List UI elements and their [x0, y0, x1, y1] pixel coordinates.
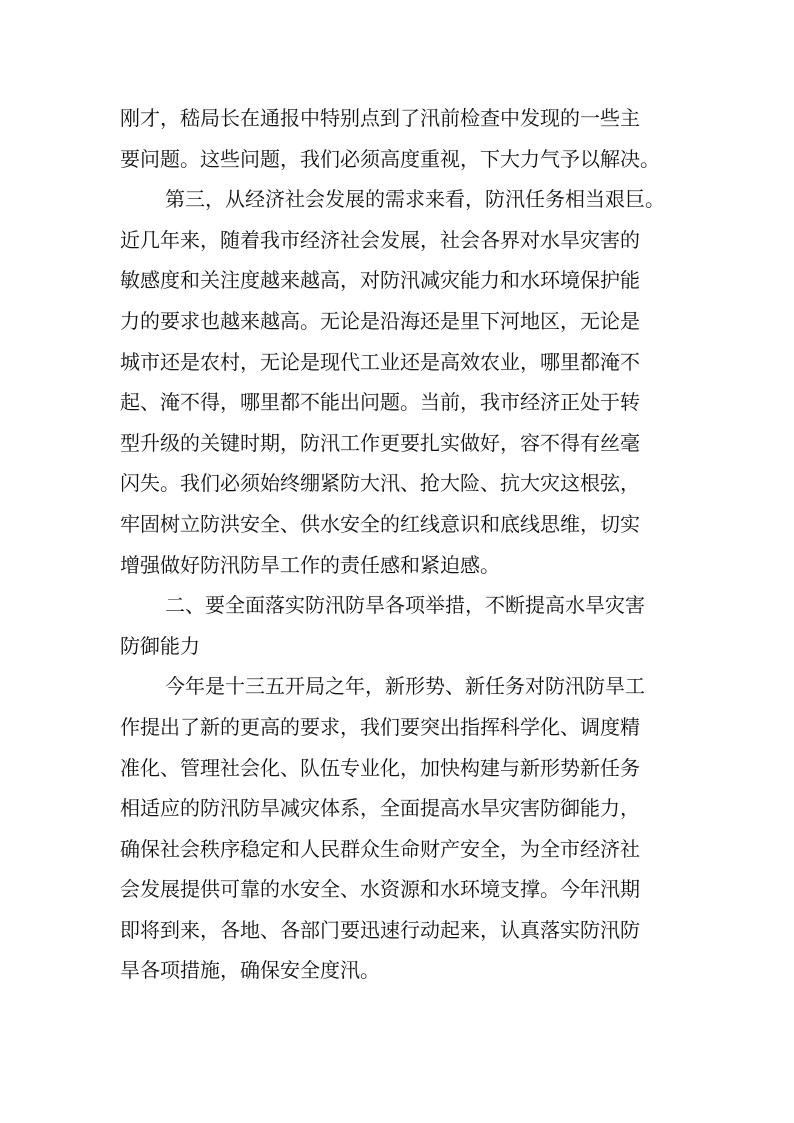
- text-line: 力的要求也越来越高。无论是沿海还是里下河地区，无论是: [120, 308, 640, 333]
- section-heading-line: 二、要全面落实防汛防旱各项举措，不断提高水旱灾害: [165, 593, 645, 618]
- body-text: [120, 98, 690, 991]
- text-line: 闪失。我们必须始终绷紧防大汛、抢大险、抗大灾这根弦，: [120, 471, 640, 496]
- text-line: 要问题。这些问题，我们必须高度重视，下大力气予以解决。: [120, 146, 660, 171]
- text-line: 敏感度和关注度越来越高，对防汛减灾能力和水环境保护能: [120, 268, 640, 293]
- paragraph-start-line: 今年是十三五开局之年，新形势、新任务对防汛防旱工: [165, 674, 645, 699]
- text-line: 即将到来，各地、各部门要迅速行动起来，认真落实防汛防: [120, 917, 640, 942]
- paragraph-start-line: 第三，从经济社会发展的需求来看，防汛任务相当艰巨。: [165, 187, 665, 212]
- text-line: 相适应的防汛防旱减灾体系，全面提高水旱灾害防御能力，: [120, 796, 640, 821]
- text-line: 起、淹不得，哪里都不能出问题。当前，我市经济正处于转: [120, 390, 640, 415]
- text-line: 作提出了新的更高的要求，我们要突出指挥科学化、调度精: [120, 714, 640, 739]
- text-line: 会发展提供可靠的水安全、水资源和水环境支撑。今年汛期: [120, 877, 640, 902]
- text-line: 近几年来，随着我市经济社会发展，社会各界对水旱灾害的: [120, 227, 640, 252]
- text-line: 城市还是农村，无论是现代工业还是高效农业，哪里都淹不: [120, 349, 640, 374]
- text-line: 准化、管理社会化、队伍专业化，加快构建与新形势新任务: [120, 755, 640, 780]
- section-heading-line: 防御能力: [120, 633, 200, 658]
- text-line: 型升级的关键时期，防汛工作更要扎实做好，容不得有丝毫: [120, 430, 640, 455]
- text-line: 确保社会秩序稳定和人民群众生命财产安全，为全市经济社: [120, 836, 640, 861]
- text-line: 牢固树立防洪安全、供水安全的红线意识和底线思维，切实: [120, 511, 640, 536]
- text-line: 增强做好防汛防旱工作的责任感和紧迫感。: [120, 552, 500, 577]
- text-line: 刚才，嵇局长在通报中特别点到了汛前检查中发现的一些主: [120, 106, 640, 130]
- text-line: 旱各项措施，确保安全度汛。: [120, 958, 380, 983]
